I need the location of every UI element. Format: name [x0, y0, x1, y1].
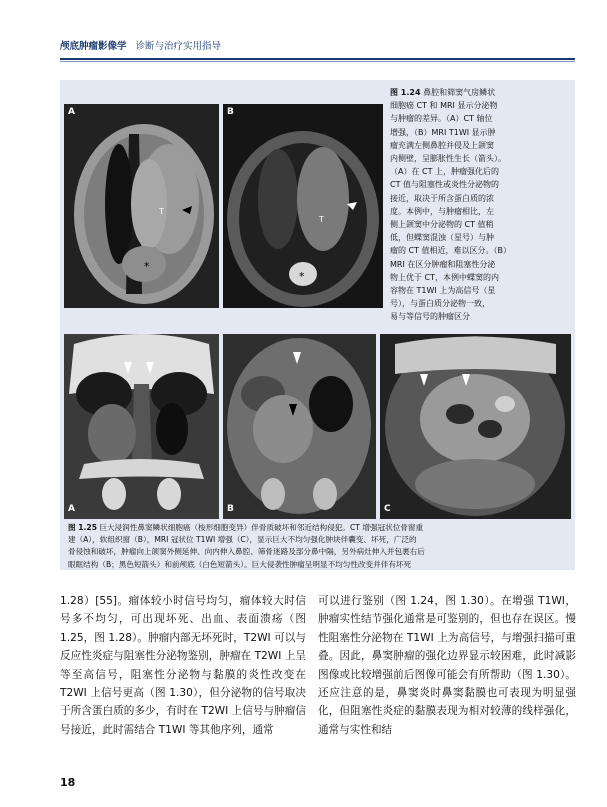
star-mark-a: * [144, 260, 150, 273]
figure-1-24-caption [390, 86, 570, 324]
caption-line: 度。本例中，与肿瘤相比，左 [390, 206, 494, 216]
figure-1-25-panel-c-mri-t1wi [380, 334, 571, 519]
caption-line: 巨大浸润性鼻窦鳞状细胞癌（梭形细胞变异）伴骨质破坏和邻近结构侵犯。CT 增强冠状位骨窗重 [99, 523, 424, 532]
body-text-column-right: 可以进行鉴别（图 1.24，图 1.30）。在增强 T1WI，肿瘤实性结节强化通常是可鉴别的，但也存在误区。慢性阻塞性分泌物在 T1WI 上为高信号，与增强扫描可重叠。因此，鼻窦肿瘤的强化边界显示较困难，此时减影图像或比较增强前后图像可能会有所帮助（图 1.30）。还应注意的是，鼻窦炎时鼻窦黏膜也可表现为明显强化，但阻塞性炎症的黏膜表现为相对较薄的线样强化，通常与实性和结 [318, 595, 576, 736]
caption-line: 增强，（B）MRI T1WI 显示肿 [390, 127, 496, 137]
figure-1-24-panel-b-mri-image [223, 104, 383, 308]
tumor-mark-a: T [159, 207, 164, 216]
figure-1-25-panel-b-ct-soft-tissue [223, 334, 376, 519]
figure-1-25-caption [68, 522, 568, 571]
book-subtitle: 诊断与治疗实用指导 [135, 41, 222, 52]
caption-line: 与肿瘤的差异。（A）CT 轴位 [390, 114, 493, 124]
caption-line: 物上优于 CT，本例中蝶窦的内 [390, 272, 500, 282]
caption-line: 瘤充满左侧鼻腔并侵及上颌窦 [390, 140, 494, 150]
caption-line: 接近，取决于所含蛋白质的浓 [390, 193, 494, 203]
running-header [60, 38, 575, 56]
caption-line: 建（A），软组织窗（B），MRI 冠状位 T1WI 增强（C），显示巨大不均匀强化肿块伴囊变、坏死，广泛的 [68, 535, 417, 545]
panel-label-b: B [227, 107, 234, 117]
caption-line: （A）在 CT 上，肿瘤强化后的 [390, 167, 500, 177]
star-mark-b: * [299, 270, 305, 283]
panel-label-b: B [227, 504, 234, 514]
caption-line: 号），与蛋白质分泌物一致， [390, 299, 490, 309]
caption-line: 眼眶结构（B；黑色短箭头）和前颅底（白色短箭头）。巨大侵袭性肿瘤呈明显不均匀性改变并伴有坏死 [68, 559, 412, 569]
figure-1-24 [60, 80, 575, 330]
caption-line: 低，但蝶窦混浊（星号）与肿 [390, 233, 494, 243]
page-number: 18 [60, 776, 76, 789]
caption-line: MRI 在区分肿瘤和阻塞性分泌 [390, 259, 496, 269]
panel-label-a: A [68, 107, 75, 117]
header-rule [60, 58, 575, 60]
panel-label-c: C [384, 504, 391, 514]
caption-title: 图 1.25 [68, 523, 97, 532]
caption-line: 内侧壁，呈膨胀性生长（箭头）。 [390, 154, 506, 164]
header-rule-thin [60, 61, 575, 62]
body-text-column-left: 1.28）[55]。瘤体较小时信号均匀，瘤体较大时信号多不均匀，可出现坏死、出血、表面溃疡（图 1.25，图 1.28）。肿瘤内部无坏死时，T2WI 可以与反应性炎症与阻塞性分泌物鉴别，肿瘤在 T2WI 上呈等至高信号，阻塞性分泌物与黏膜的炎性改变在 T2WI 上信号更高（图 1.30），但分泌物的信号取决于所含蛋白质的多少，有时在 T2WI 上信号与肿瘤信号接近，此时需结合 T1WI 等其他序列，通常 [60, 595, 306, 736]
caption-line: 易与等信号的肿瘤区分 [390, 312, 470, 322]
figure-1-25 [60, 330, 575, 570]
caption-title: 图 1.24 [390, 88, 421, 97]
caption-line: 容物在 T1WI 上为高信号（星 [390, 286, 496, 296]
caption-line: 细胞癌 CT 和 MRI 显示分泌物 [390, 101, 498, 111]
caption-line: 侧上颌窦中分泌物的 CT 值稍 [390, 220, 494, 230]
figure-1-24-panel-a-ct-image [64, 104, 219, 308]
book-title: 颅底肿瘤影像学 [60, 41, 127, 52]
caption-line: 鼻腔和筛窦气房鳞状 [423, 88, 496, 97]
figure-1-25-panel-a-ct-bone-window [64, 334, 219, 519]
caption-line: CT 值与阻塞性或炎性分泌物的 [390, 180, 500, 190]
caption-line: 瘤的 CT 值相近，难以区分。（B） [390, 246, 512, 256]
tumor-mark-b: T [319, 215, 324, 224]
caption-line: 骨侵蚀和破坏，肿瘤向上颌窦外侧延伸、向内伸入鼻腔、筛骨迷路及部分鼻中隔，另外病灶伸入并包裹右后 [68, 547, 425, 557]
panel-label-a: A [68, 504, 75, 514]
